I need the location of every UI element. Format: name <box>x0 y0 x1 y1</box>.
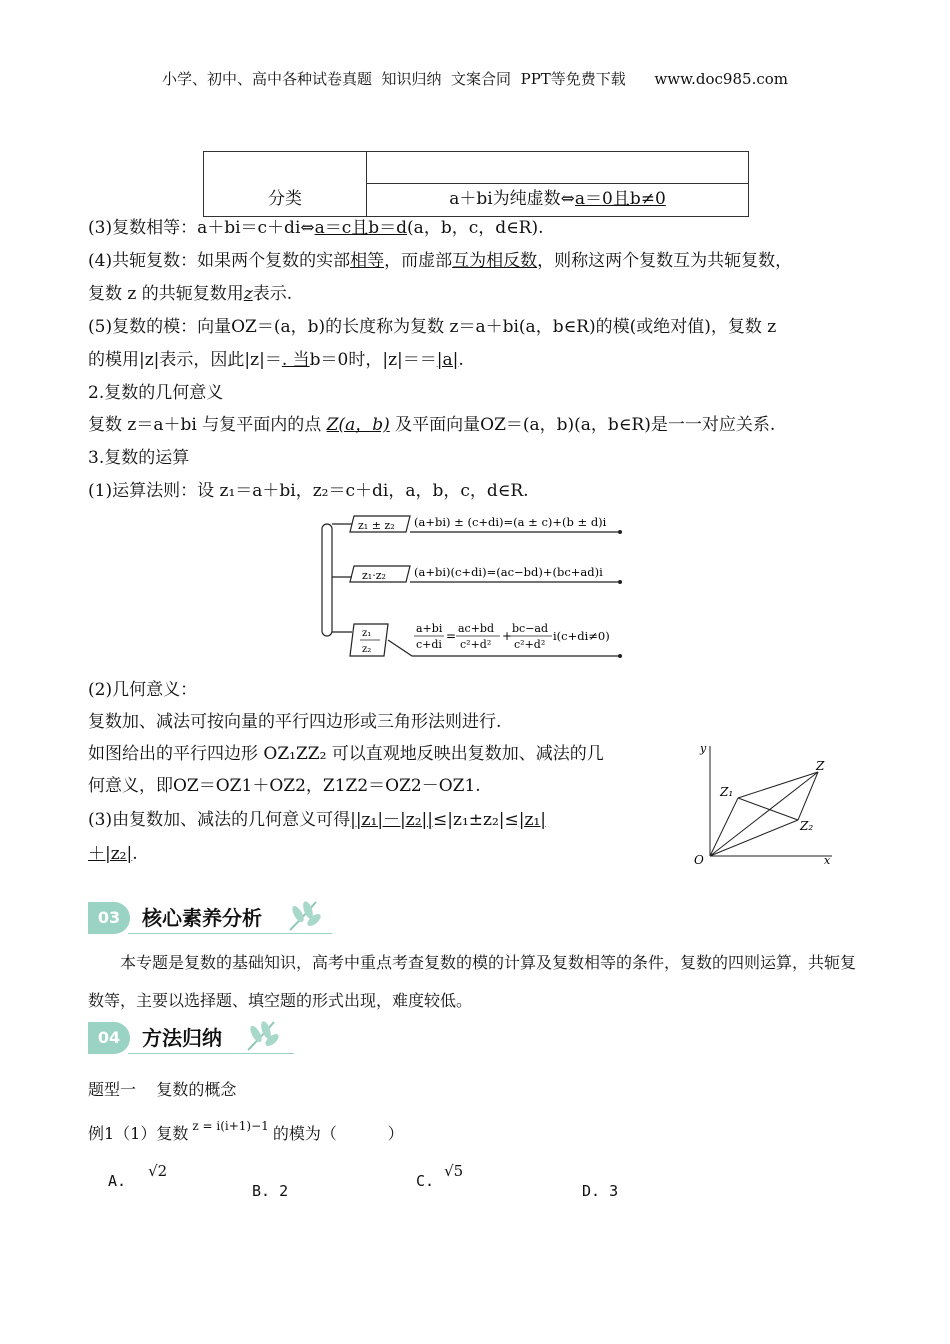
table-cell-text: a＋bi为纯虚数⇔ <box>449 189 575 209</box>
underlined-text: |a| <box>436 350 459 370</box>
text: (3)复数相等：a＋bi＝c＋di⇔ <box>88 218 315 238</box>
div-lhs-num: a+bi <box>416 622 443 635</box>
text: 复数 z＝a＋bi 与复平面内的点 <box>88 415 327 435</box>
text: ，而虚部 <box>384 251 453 271</box>
div-end-dot <box>618 654 622 658</box>
option-letter: A. <box>108 1172 127 1190</box>
bracket-line <box>332 524 352 632</box>
segment-z1-z2 <box>738 798 798 820</box>
option-c[interactable] <box>416 1162 464 1190</box>
line-triangle-inequality <box>88 806 546 834</box>
option-value: √2 <box>148 1162 168 1180</box>
line-operation-rules: (1)运算法则：设 z₁＝a＋bi，z₂＝c＋di，a，b，c，d∈R. <box>88 481 529 501</box>
table-cell-pure-imaginary <box>367 185 748 213</box>
mul-formula: (a+bi)(c+di)=(ac−bd)+(bc+ad)i <box>414 565 603 579</box>
x-axis-label: x <box>824 854 831 867</box>
line-complex-equality <box>88 214 544 242</box>
formula: z = i(i+1)−1 <box>192 1119 269 1133</box>
option-letter: C. <box>416 1172 435 1190</box>
text: (3)由复数加、减法的几何意义可得 <box>88 810 351 830</box>
section-geometric-meaning-title: 2.复数的几何意义 <box>88 383 224 403</box>
section-03-paragraph: 本专题是复数的基础知识，高考中重点考查复数的模的计算及复数相等的条件，复数的四则运算，共轭复数等，主要以选择题、填空题的形式出现，难度较低。 <box>88 953 857 1010</box>
line-parallelogram-figure: 如图给出的平行四边形 OZ₁ZZ₂ 可以直观地反映出复数加、减法的几 <box>88 744 604 764</box>
leaf-icon <box>242 1016 286 1054</box>
section-badge: 03 <box>88 902 130 934</box>
underlined-text: 互为相反数 <box>452 251 538 271</box>
point-z-label: Z <box>816 759 825 773</box>
line-modulus-notation <box>88 346 464 374</box>
underlined-text: |z₁| <box>518 810 546 830</box>
problem-stem <box>88 1120 404 1149</box>
div-label-den: z₂ <box>362 644 372 655</box>
div-equals: = <box>446 629 457 643</box>
div-label-num: z₁ <box>362 628 372 639</box>
line-parallelogram-rule: 复数加、减法可按向量的平行四边形或三角形法则进行. <box>88 712 502 732</box>
section-badge: 04 <box>88 1022 130 1054</box>
text: (a，b，c，d∈R). <box>407 218 544 238</box>
text: . <box>458 350 464 370</box>
text: ≤|z₁±z₂|≤ <box>433 810 519 830</box>
parallelogram-figure <box>690 740 840 870</box>
text: b＝0时，|z|＝＝ <box>309 350 437 370</box>
page-header: 小学、初中、高中各种试卷真题 知识归纳 文案合同 PPT等免费下载 www.doc985.com <box>161 70 788 88</box>
point-z1-label: Z₁ <box>720 785 734 799</box>
text: 表示. <box>252 284 293 304</box>
div-r2-den: c²+d² <box>514 638 546 651</box>
operations-diagram <box>318 512 628 664</box>
text: 的模用|z|表示，因此|z|＝ <box>88 350 282 370</box>
table-label-category: 分类 <box>268 189 302 209</box>
segment-z1-z <box>738 772 818 798</box>
option-d[interactable]: D. 3 <box>582 1182 619 1200</box>
segment-o-z2 <box>710 820 798 856</box>
underlined-text: a＝c且b＝d <box>314 218 408 238</box>
line-conjugate-notation <box>88 280 292 308</box>
problem-type: 题型一 复数的概念 <box>88 1080 237 1099</box>
line-geometric-meaning: (2)几何意义： <box>88 680 198 700</box>
segment-o-z1 <box>710 798 738 856</box>
leaf-icon <box>284 896 328 934</box>
option-b[interactable]: B. 2 <box>252 1182 289 1200</box>
section-04-header <box>88 1022 308 1054</box>
text: 复数 z 的共轭复数用 <box>88 284 244 304</box>
underlined-text: z <box>243 284 253 304</box>
underlined-text: . 当 <box>281 350 310 370</box>
add-end-dot <box>618 530 622 534</box>
mul-label: z₁·z₂ <box>362 569 386 582</box>
underlined-text: ||z₁|－|z₂|| <box>350 810 434 830</box>
line-vector-identity: 何意义，即OZ＝OZ1＋OZ2，Z1Z2＝OZ2－OZ1. <box>88 776 481 796</box>
line-triangle-inequality-cont <box>88 840 138 868</box>
text: 例1（1）复数 <box>88 1124 189 1143</box>
div-plus: + <box>502 629 513 643</box>
div-r2-num: bc−ad <box>512 622 549 635</box>
option-a[interactable] <box>108 1162 168 1190</box>
option-value: √5 <box>444 1162 464 1180</box>
origin-label: O <box>694 853 704 867</box>
text: 及平面向量OZ＝(a，b)(a，b∈R)是一一对应关系. <box>389 415 776 435</box>
bracket-tube <box>322 524 332 636</box>
table-cell-condition: a＝0且b≠0 <box>574 189 666 209</box>
section-03-header <box>88 902 348 934</box>
section-title: 方法归纳 <box>142 1026 222 1050</box>
text: . <box>132 844 138 864</box>
line-conjugate <box>88 247 792 275</box>
point-z2-label: Z₂ <box>800 819 814 833</box>
div-tail: i(c+di≠0) <box>553 629 610 643</box>
underlined-text: Z(a，b) <box>326 415 390 435</box>
underlined-text: ＋|z₂| <box>88 844 133 864</box>
add-formula: (a+bi) ± (c+di)=(a ± c)+(b ± d)i <box>414 515 607 529</box>
section-title: 核心素养分析 <box>142 906 262 930</box>
add-label: z₁ ± z₂ <box>358 519 395 532</box>
line-correspondence <box>88 411 775 439</box>
text: (4)共轭复数：如果两个复数的实部 <box>88 251 351 271</box>
text: ，则称这两个复数互为共轭复数， <box>537 251 793 271</box>
mul-end-dot <box>618 580 622 584</box>
div-lhs-den: c+di <box>416 638 442 651</box>
y-axis-label: y <box>700 742 707 755</box>
text: 的模为（ ） <box>272 1124 404 1143</box>
underlined-text: 相等 <box>350 251 385 271</box>
section-operations-title: 3.复数的运算 <box>88 448 190 468</box>
text: (5)复数的模：向量OZ＝(a，b)的长度称为复数 z＝a＋bi(a，b∈R)的模(或绝对值)，复数 z <box>88 317 777 337</box>
table-divider-h <box>366 183 748 184</box>
div-r1-den: c²+d² <box>460 638 492 651</box>
classification-table <box>203 151 749 217</box>
div-r1-num: ac+bd <box>458 622 495 635</box>
line-modulus <box>88 313 776 341</box>
